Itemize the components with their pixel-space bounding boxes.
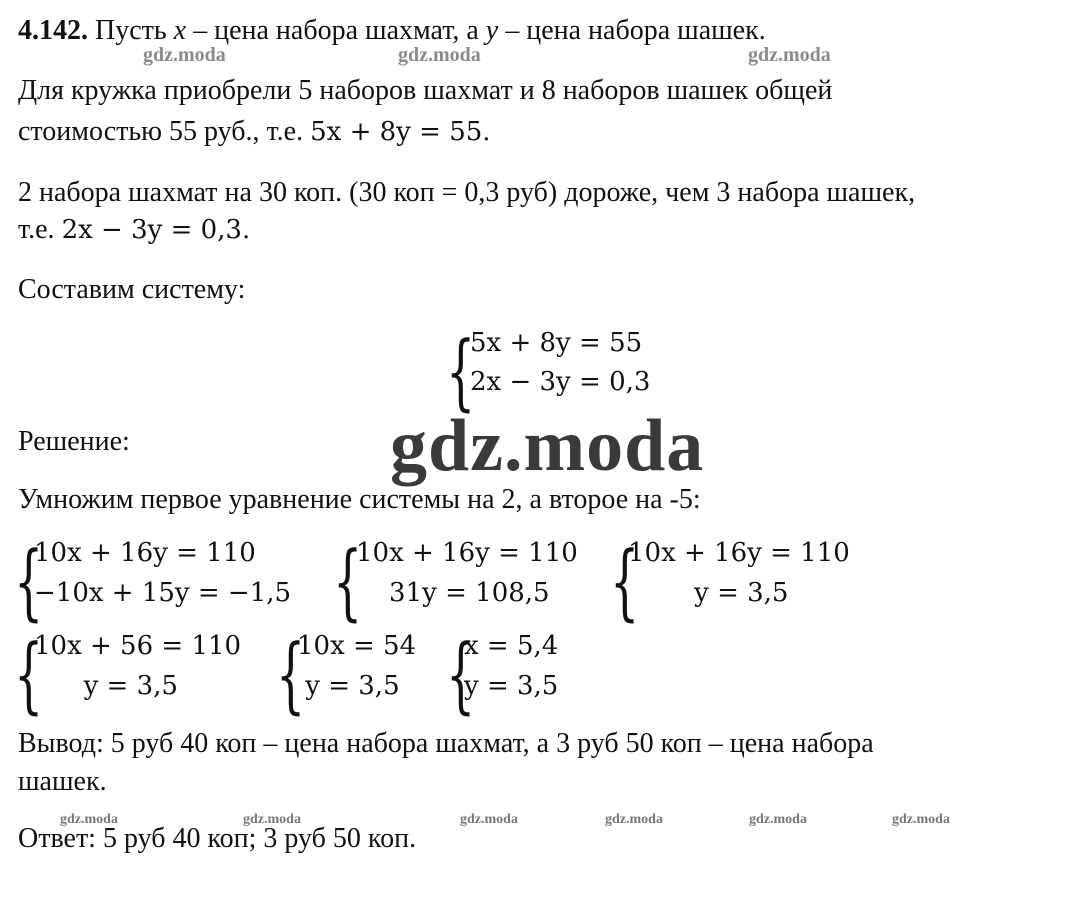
watermark-tiny: gdz.moda <box>60 812 118 827</box>
para2-line1: 2 набора шахмат на 30 коп. (30 коп = 0,3 руб) дороже, чем 3 набора шашек, <box>18 177 916 208</box>
para1-line2-text: стоимостью 55 руб., т.е. <box>18 116 311 147</box>
system-brace: { <box>14 625 44 723</box>
problem-number: 4.142. <box>18 15 88 46</box>
watermark-tiny: gdz.moda <box>243 812 301 827</box>
para1-line2 <box>18 115 491 149</box>
intro-post: – цена набора шашек. <box>498 15 766 46</box>
para2-line2 <box>18 213 250 247</box>
para2-equation: 2x − 3y = 0,3. <box>61 215 251 245</box>
system-eq2: 2x − 3y = 0,3 <box>470 367 651 397</box>
multiply-text: Умножим первое уравнение системы на 2, а второе на -5: <box>18 484 701 515</box>
row1-sys1-eq2: −10x + 15y = −1,5 <box>34 578 292 608</box>
row2-sys2-eq2: y = 3,5 <box>297 671 400 701</box>
intro-pre: Пусть <box>95 15 174 46</box>
answer: Ответ: 5 руб 40 коп; 3 руб 50 коп. <box>18 823 417 854</box>
watermark-tiny: gdz.moda <box>460 812 518 827</box>
watermark-tiny: gdz.moda <box>605 812 663 827</box>
row1-sys3-eq2: y = 3,5 <box>628 578 789 608</box>
watermark-large: gdz.moda <box>390 405 705 487</box>
row1-sys1-eq1: 10x + 16y = 110 <box>34 538 256 568</box>
row1-sys2-eq1: 10x + 16y = 110 <box>356 538 578 568</box>
conclusion-line2: шашек. <box>18 766 107 797</box>
variable-x: x <box>173 15 187 46</box>
watermark-small: gdz.moda <box>143 44 226 66</box>
conclusion-line1: Вывод: 5 руб 40 коп – цена набора шахмат, а 3 руб 50 коп – цена набора <box>18 728 874 759</box>
problem-statement <box>18 14 766 48</box>
para1-equation: 5x + 8y = 55. <box>310 117 491 147</box>
compose-label: Составим систему: <box>18 274 246 305</box>
watermark-small: gdz.moda <box>748 44 831 66</box>
system-brace: { <box>446 625 476 723</box>
system-brace: { <box>446 322 476 420</box>
watermark-tiny: gdz.moda <box>892 812 950 827</box>
system-brace: { <box>14 532 44 630</box>
row2-sys1-eq1: 10x + 56 = 110 <box>34 631 242 661</box>
solution-label: Решение: <box>18 426 130 457</box>
watermark-tiny: gdz.moda <box>749 812 807 827</box>
row2-sys3-eq2: y = 3,5 <box>464 671 559 701</box>
system-brace: { <box>333 532 363 630</box>
watermark-small: gdz.moda <box>398 44 481 66</box>
system-eq1: 5x + 8y = 55 <box>470 328 643 358</box>
para1-line1: Для кружка приобрели 5 наборов шахмат и 8 наборов шашек общей <box>18 75 833 106</box>
row2-sys2-eq1: 10x = 54 <box>297 631 417 661</box>
system-brace: { <box>276 625 306 723</box>
row1-sys3-eq1: 10x + 16y = 110 <box>628 538 850 568</box>
para2-line2-text: т.е. <box>18 214 62 245</box>
variable-y: y <box>485 15 499 46</box>
row1-sys2-eq2: 31y = 108,5 <box>356 578 550 608</box>
row2-sys3-eq1: x = 5,4 <box>464 631 559 661</box>
intro-mid: – цена набора шахмат, а <box>186 15 486 46</box>
system-brace: { <box>610 532 640 630</box>
row2-sys1-eq2: y = 3,5 <box>34 671 178 701</box>
